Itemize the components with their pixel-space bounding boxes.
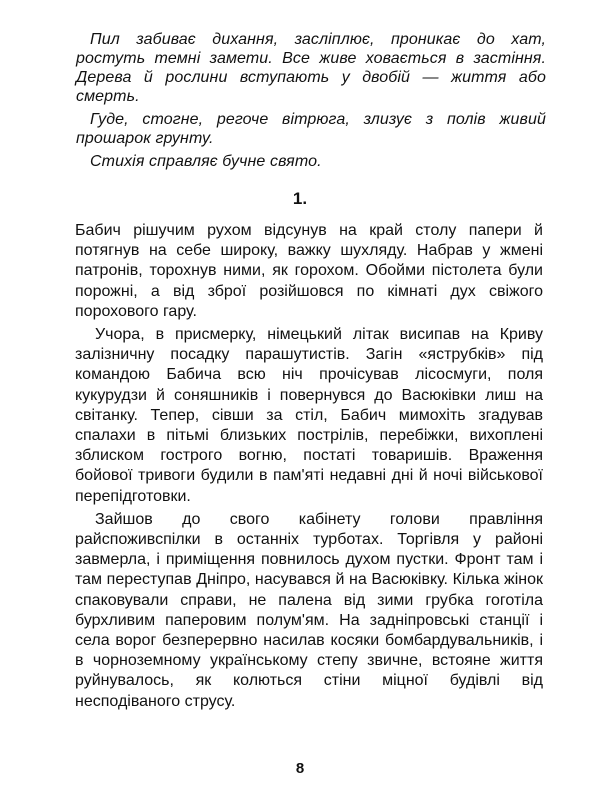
epigraph-paragraph: Пил забиває дихання, засліплює, проникає до хат, ростуть темні замети. Все живе ховається в застіння. Дерева й рослини вступають у двобій — життя або смерть. [76, 31, 546, 105]
body-paragraph: Бабич рішучим рухом відсунув на край столу папери й потягнув на себе широку, важку шухляду. Набрав у жмені патронів, торохнув ними, як горохом. Обойми пістолета були порожні, а від зброї розійшовся по кімнаті дух свіжого порохового гару. [75, 222, 543, 320]
epigraph-paragraph: Стихія справляє бучне свято. [90, 153, 322, 170]
page-number: 8 [295, 760, 305, 777]
epigraph [76, 30, 546, 175]
epigraph-paragraph: Гуде, стогне, регоче вітрюга, злизує з полів живий прошарок грунту. [76, 111, 546, 147]
body-paragraph: Учора, в присмерку, німецький літак висипав на Криву залізничну посадку парашутистів. Загін «яструбків» під командою Бабича всю ніч прочісував лісосмуги, поля кукурудзи й соняшників і повернувся до Васюківки лиш на світанку. Тепер, сівши за стіл, Бабич мимохіть згадував спалахи в пітьмі близьких пострілів, перебіжки, вихоплені зблиском гострого вогню, постаті товаришів. Враження бойової тривоги будили в пам'яті недавні дні й ночі військової перепідготовки. [75, 326, 543, 505]
body-paragraph: Зайшов до свого кабінету голови правління райспоживспілки в останніх турботах. Торгівля у районі завмерла, і приміщення повнилось духом пустки. Фронт там і там переступав Дніпро, насувався й на Васюківку. Кілька жінок спаковували справи, не палена від зими грубка гоготіла бурхливим паперовим полум'ям. На задніпровські станції і села ворог безперервно насилав косяки бомбардувальників, і в чорноземному українському степу звичне, встояне життя руйнувалось, як колються стіни міцної будівлі від несподіваного струсу. [75, 510, 543, 710]
chapter-body [75, 221, 543, 715]
chapter-number: 1. [292, 189, 308, 208]
